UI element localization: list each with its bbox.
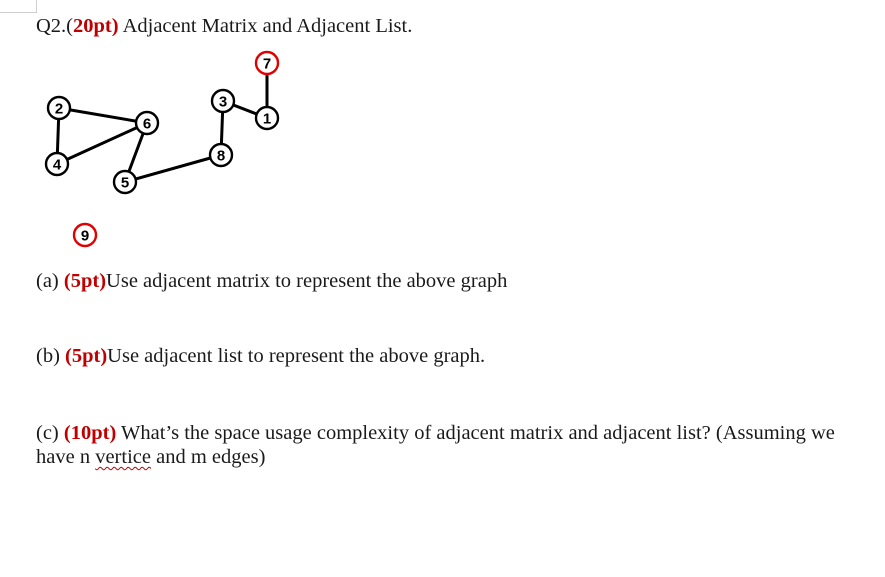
graph-node-label: 2 xyxy=(54,100,64,118)
question-points: 20pt) xyxy=(73,15,119,37)
part-c-prefix: (c) xyxy=(36,422,64,444)
part-c-text: What’s the space usage complexity of adjacent matrix and adjacent list? (Assuming we have n xyxy=(36,422,835,468)
graph-node-label: 7 xyxy=(262,55,272,73)
graph-node-3 xyxy=(212,90,234,112)
graph-node-label: 8 xyxy=(216,147,226,165)
graph-node-label: 4 xyxy=(52,156,62,174)
graph-node-label: 5 xyxy=(120,174,130,192)
graph-node-9 xyxy=(74,224,96,246)
part-c xyxy=(36,421,876,469)
graph-node-label: 3 xyxy=(218,93,228,111)
part-a-text: Use adjacent matrix to represent the above graph xyxy=(106,270,508,292)
graph-node-1 xyxy=(256,107,278,129)
question-prefix: Q2.( xyxy=(36,15,74,37)
graph-edges xyxy=(54,63,267,182)
part-a-points: (5pt) xyxy=(63,270,107,292)
part-c-text-end: and m edges) xyxy=(150,446,266,468)
graph-node-8 xyxy=(210,144,232,166)
spellcheck-word: vertice xyxy=(95,446,151,468)
graph-node-label: 9 xyxy=(80,227,90,245)
graph-edge-2-6 xyxy=(59,108,147,123)
part-b-points: (5pt) xyxy=(65,345,108,367)
graph-node-5 xyxy=(114,171,136,193)
graph-node-4 xyxy=(46,153,68,175)
graph-node-2 xyxy=(48,97,70,119)
part-a-prefix: (a) xyxy=(36,270,64,292)
part-c-points: (10pt) xyxy=(63,422,117,444)
part-b-text: Use adjacent list to represent the above graph. xyxy=(107,345,486,367)
part-b-prefix: (b) xyxy=(36,345,66,367)
graph-node-label: 1 xyxy=(262,110,272,128)
question-title-text: Adjacent Matrix and Adjacent List. xyxy=(118,15,413,37)
graph-node-7 xyxy=(256,52,278,74)
graph-node-label: 6 xyxy=(142,115,152,133)
part-a xyxy=(36,269,507,293)
part-b xyxy=(36,344,485,368)
graph-node-6 xyxy=(136,112,158,134)
graph-nodes xyxy=(46,52,278,246)
graph-edge-5-8 xyxy=(125,155,221,182)
